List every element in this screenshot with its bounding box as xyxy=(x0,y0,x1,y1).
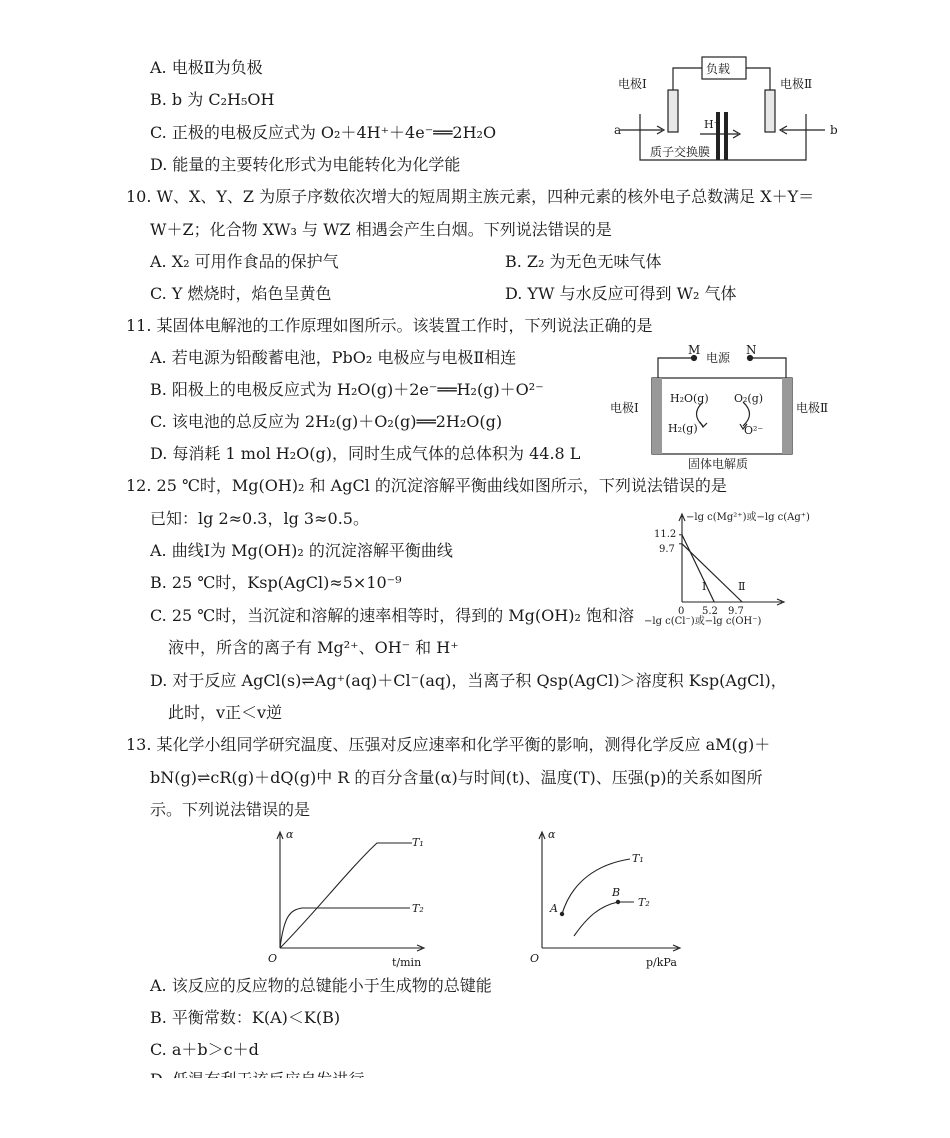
alpha-time-graph xyxy=(262,826,442,972)
origin-label: 0 xyxy=(678,606,685,617)
electrode-1-label: 电极Ⅰ xyxy=(618,77,647,91)
q11-option-c: C. 该电池的总反应为 2H₂(g)＋O₂(g)══2H₂O(g) xyxy=(150,412,503,431)
q9-option-c: C. 正极的电极反应式为 O₂＋4H⁺＋4e⁻══2H₂O xyxy=(150,123,497,142)
electrode-2-label: 电极Ⅱ xyxy=(780,77,813,91)
electrode-1 xyxy=(652,378,662,454)
q12-given: 已知：lg 2≈0.3，lg 3≈0.5。 xyxy=(150,509,369,528)
electrode-2-label: 电极Ⅱ xyxy=(796,401,829,415)
t2-label: T₂ xyxy=(412,902,424,915)
q13-stem-1: 13. 某化学小组同学研究温度、压强对反应速率和化学平衡的影响，测得化学反应 aM(g)＋ xyxy=(126,735,771,754)
terminal-n-label: N xyxy=(746,344,757,357)
point-a xyxy=(560,912,564,916)
curve-t1 xyxy=(280,843,412,948)
origin-label: O xyxy=(530,952,540,965)
t2-label: T₂ xyxy=(638,896,650,909)
q10-stem-2: W＋Z；化合物 XW₃ 与 WZ 相遇会产生白烟。下列说法错误的是 xyxy=(150,220,612,239)
electrode-2 xyxy=(782,378,792,454)
q10-option-d: D. YW 与水反应可得到 W₂ 气体 xyxy=(505,284,737,303)
time-axis-label: t/min xyxy=(392,956,422,969)
power-source-label: 电源 xyxy=(706,351,731,365)
point-b xyxy=(616,900,620,904)
solubility-chart xyxy=(640,506,840,630)
alpha-axis-label: α xyxy=(548,828,556,841)
t1-label: T₁ xyxy=(412,836,424,849)
t1-label: T₁ xyxy=(632,852,644,865)
membrane-label: 质子交换膜 xyxy=(650,145,711,159)
q11-option-d: D. 每消耗 1 mol H₂O(g)，同时生成气体的总体积为 44.8 L xyxy=(150,444,581,463)
q9-option-a: A. 电极Ⅱ为负极 xyxy=(150,58,263,77)
fuel-cell-diagram xyxy=(610,52,840,177)
oxide-ion-label: O²⁻ xyxy=(744,424,764,437)
y-tick-11-2: 11.2 xyxy=(654,529,677,540)
q10-option-b: B. Z₂ 为无色无味气体 xyxy=(505,252,662,271)
q11-option-a: A. 若电源为铅酸蓄电池，PbO₂ 电极应与电极Ⅱ相连 xyxy=(150,348,517,367)
point-a-label: A xyxy=(550,902,558,915)
h2-label: H₂(g) xyxy=(668,422,698,435)
q13-option-b: B. 平衡常数：K(A)＜K(B) xyxy=(150,1008,341,1027)
electrolyte-caption: 固体电解质 xyxy=(688,457,749,471)
y-axis-label: −lg c(Mg²⁺)或−lg c(Ag⁺) xyxy=(686,512,810,523)
h2o-label: H₂O(g) xyxy=(670,392,709,405)
load-label: 负载 xyxy=(706,62,731,76)
q12-option-c: C. 25 ℃时，当沉淀和溶解的速率相等时，得到的 Mg(OH)₂ 饱和溶 xyxy=(150,606,634,625)
pressure-axis-label: p/kPa xyxy=(646,956,677,969)
origin-label: O xyxy=(268,952,278,965)
q12-option-a: A. 曲线Ⅰ为 Mg(OH)₂ 的沉淀溶解平衡曲线 xyxy=(150,541,453,560)
electrode-1 xyxy=(668,90,678,132)
q12-option-c-cont: 液中，所含的离子有 Mg²⁺、OH⁻ 和 H⁺ xyxy=(168,638,459,657)
curve-1-label: Ⅰ xyxy=(702,580,707,593)
q10-option-c: C. Y 燃烧时，焰色呈黄色 xyxy=(150,284,332,303)
electrode-1-label: 电极Ⅰ xyxy=(610,401,639,415)
alpha-pressure-graph xyxy=(528,826,688,972)
alpha-axis-label: α xyxy=(286,828,294,841)
curve-2-label: Ⅱ xyxy=(738,580,746,593)
x-tick-5-2: 5.2 xyxy=(702,606,718,617)
q13-stem-3: 示。下列说法错误的是 xyxy=(150,800,311,819)
inlet-b-label: b xyxy=(830,123,838,137)
q11-option-b: B. 阳极上的电极反应式为 H₂O(g)＋2e⁻══H₂(g)＋O²⁻ xyxy=(150,380,544,399)
o2-label: O₂(g) xyxy=(734,392,764,405)
page-crop-edge xyxy=(0,1078,950,1138)
terminal-m-label: M xyxy=(688,344,701,357)
proton-label: H⁺ xyxy=(704,118,720,131)
q12-option-b: B. 25 ℃时，Ksp(AgCl)≈5×10⁻⁹ xyxy=(150,573,402,592)
q12-option-d-cont: 此时，v正＜v逆 xyxy=(168,703,283,722)
q10-option-a: A. X₂ 可用作食品的保护气 xyxy=(150,252,339,271)
q13-stem-2: bN(g)⇌cR(g)＋dQ(g)中 R 的百分含量(α)与时间(t)、温度(T)、压强(p)的关系如图所 xyxy=(150,768,763,787)
inlet-a-label: a xyxy=(614,123,622,137)
series-line-1 xyxy=(682,535,714,602)
q9-option-b: B. b 为 C₂H₅OH xyxy=(150,90,275,109)
q12-option-d: D. 对于反应 AgCl(s)⇌Ag⁺(aq)＋Cl⁻(aq)，当离子积 Qsp(AgCl)＞溶度积 Ksp(AgCl)， xyxy=(150,671,787,690)
series-line-2 xyxy=(682,544,742,602)
q12-stem: 12. 25 ℃时，Mg(OH)₂ 和 AgCl 的沉淀溶解平衡曲线如图所示，下列说法错误的是 xyxy=(126,476,727,495)
q13-option-c: C. a＋b＞c＋d xyxy=(150,1040,259,1059)
q11-stem: 11. 某固体电解池的工作原理如图所示。该装置工作时，下列说法正确的是 xyxy=(126,316,653,335)
point-b-label: B xyxy=(612,886,621,899)
q9-option-d: D. 能量的主要转化形式为电能转化为化学能 xyxy=(150,155,461,174)
electrode-2 xyxy=(765,90,775,132)
q13-option-a: A. 该反应的反应物的总键能小于生成物的总键能 xyxy=(150,976,492,995)
q10-stem-1: 10. W、X、Y、Z 为原子序数依次增大的短周期主族元素，四种元素的核外电子总数满足 X＋Y＝ xyxy=(126,187,815,206)
curve-t2 xyxy=(574,902,634,936)
electrolysis-diagram xyxy=(608,344,836,472)
x-tick-9-7: 9.7 xyxy=(728,606,744,617)
x-axis-label: −lg c(Cl⁻)或−lg c(OH⁻) xyxy=(644,616,762,627)
y-tick-9-7: 9.7 xyxy=(659,544,675,555)
